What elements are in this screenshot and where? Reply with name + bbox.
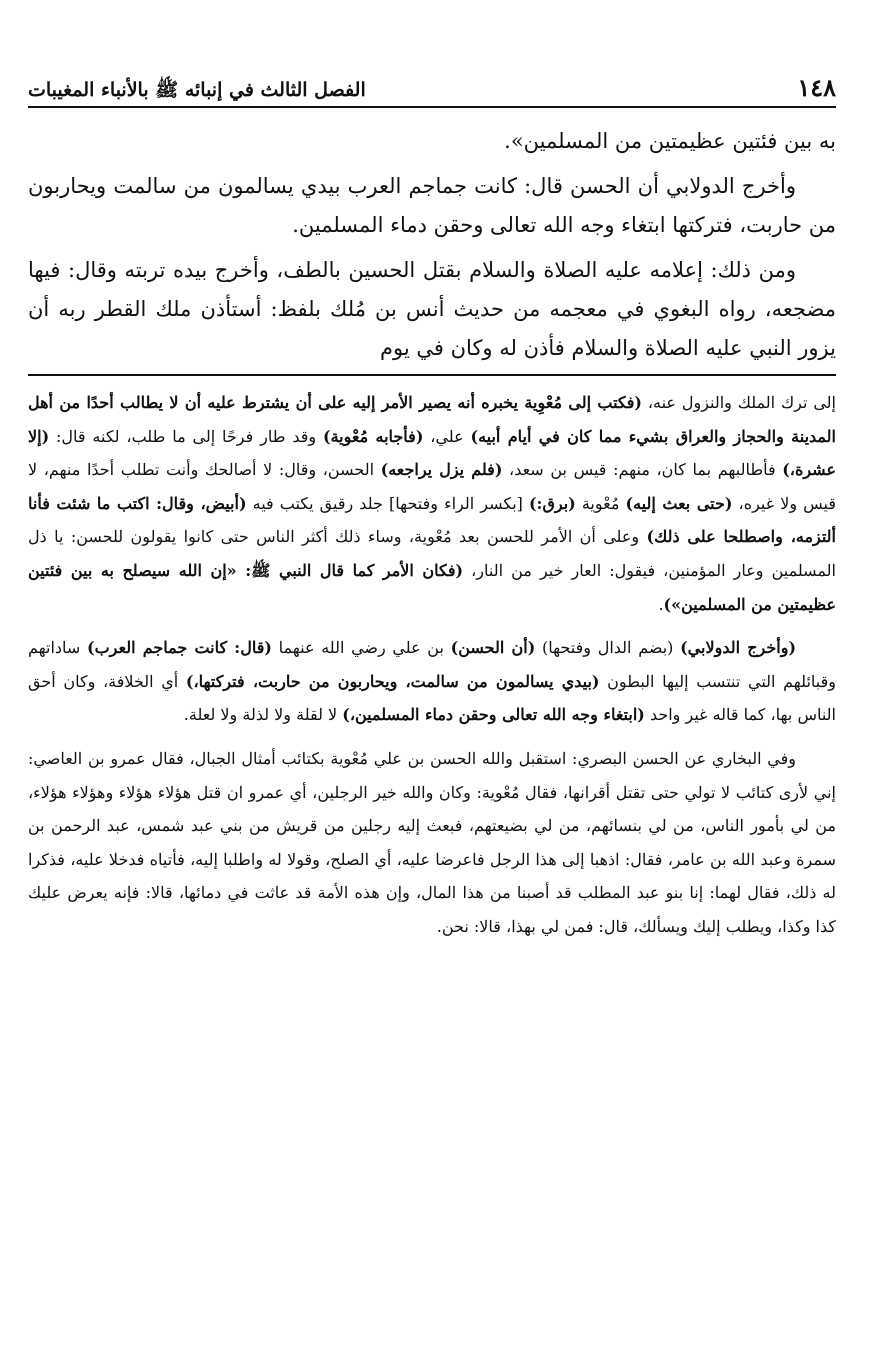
quoted-text: (فكان الأمر كما قال النبي ﷺ: «إن الله سيصلح به بين فئتين عظيمتين من المسلمين»): [28, 560, 836, 614]
commentary-text-run: وقد طار فرحًا إلى ما طلب، لكنه قال:: [49, 426, 323, 446]
commentary-text-run: علي،: [423, 426, 471, 446]
commentary-text-run: .: [658, 594, 664, 614]
matn-paragraph: به بين فئتين عظيمتين من المسلمين».: [504, 129, 836, 153]
commentary-text-run: أي الخلافة، وكان أحق الناس بها، كما قاله غير واحد: [28, 671, 836, 725]
commentary-paragraph: وفي البخاري عن الحسن البصري: استقبل والله الحسن بن علي مُعْوية بكتائب أمثال الجبال، فقال عمرو بن العاصي: إني لأرى كتائب لا تولي حتى تقتل أقرانها، فقال مُعْوية: وكان والله خير الرجلين، أي عمرو ان قتل هؤلاء هؤلاء وهؤلاء هؤلاء، من لي بأمور الناس، من لي بنسائهم، من لي بضيعتهم، فبعث إليه رجلين من قريش من بني عبد شمس، عبد الرحمن بن سمرة وعبد الله بن عامر، فقال: اذهبا إلى هذا الرجل فاعرضا عليه، أي الصلح، وقولا له واطلبا إليه، فأتياه فدخلا عليه، فذكرا له ذلك، فقال لهما: إنا بنو عبد المطلب قد أصبنا من هذا المال، وإن هذه الأمة قد عاثت في دمائها، قالا: فإنه يعرض عليك كذا وكذا، ويطلب إليك ويسألك، قال: فمن لي بهذا، قالا: نحن.: [28, 748, 837, 936]
quoted-text: (فكتب إلى مُعْوِية يخبره أنه يصير الأمر إليه على أن يشترط عليه أن لا يطالب أحدًا من أهل المدينة والحجاز والعراق بشيء مما كان في أيام أبيه): [28, 393, 836, 446]
quoted-text: (حتى بعث إليه): [625, 493, 733, 513]
commentary-text-run: لا لقلة ولا لذلة ولا لعلة.: [183, 705, 343, 725]
quoted-text: (قال: كانت جماجم العرب): [87, 638, 272, 658]
quoted-text: (فلم يزل يراجعه): [380, 460, 503, 480]
commentary-text: [28, 386, 836, 944]
commentary-text-run: الحسن، وقال: لا أصالحك وأنت تطلب أحدًا منهم، لا قيس ولا غيره،: [28, 460, 836, 513]
commentary-text-run: بن علي رضي الله عنهما: [271, 638, 451, 658]
matn-paragraph: ومن ذلك: إعلامه عليه الصلاة والسلام بقتل الحسين بالطف، وأخرج بيده تربته وقال: فيها مضجعه، رواه البغوي في معجمه من حديث أنس بن مُلك بلفظ: أستأذن ملك القطر ربه أن يزور النبي عليه الصلاة والسلام فأذن له وكان في يوم: [28, 258, 836, 360]
quoted-text: (وأخرج الدولابي): [680, 638, 797, 658]
quoted-text: (أن الحسن): [450, 638, 536, 658]
quoted-text: (برق:): [528, 493, 576, 513]
commentary-text-run: إلى ترك الملك والنزول عنه،: [641, 393, 836, 412]
quoted-text: (بيدي يسالمون من سالمت، ويحاربون من حاربت، فتركتها،): [185, 671, 600, 691]
page-header: [28, 56, 836, 108]
quoted-text: (أبيض، وقال: اكتب ما شئت فأنا ألتزمه، واصطلحا على ذلك): [28, 493, 837, 547]
quoted-text: (ابتغاء وجه الله تعالى وحقن دماء المسلمين،): [342, 705, 645, 725]
commentary-paragraph: [28, 386, 836, 621]
book-page: [28, 56, 836, 954]
quoted-text: (فأجابه مُعْوية): [323, 426, 424, 446]
commentary-text-run: [بكسر الراء وفتحها] جلد رقيق يكتب فيه: [246, 493, 529, 513]
commentary-text-run: مُعْوية: [575, 493, 626, 513]
page-number: ١٤٨: [797, 73, 836, 102]
main-text: [28, 122, 836, 368]
chapter-title: الفصل الثالث في إنبائه ﷺ بالأنباء المغيبات: [28, 79, 366, 101]
commentary-text-run: (بضم الدال وفتحها): [535, 638, 681, 658]
commentary-text-run: وعلى أن الأمر للحسن بعد مُعْوية، وساء ذلك أكثر الناس حتى كانوا يقولون للحسن: يا ذل المسلمين وعار المؤمنين، فيقول: العار خير من النار،: [28, 527, 836, 580]
section-divider: [28, 374, 836, 376]
commentary-text-run: فأطالبهم بما كان، منهم: قيس بن سعد،: [502, 460, 783, 480]
commentary-text-run: ساداتهم وقبائلهم التي تنتسب إليها البطون: [28, 638, 837, 691]
commentary-paragraph: [28, 631, 836, 732]
quoted-text: (إلا عشرة،): [28, 426, 836, 480]
matn-paragraph: وأخرج الدولابي أن الحسن قال: كانت جماجم العرب بيدي يسالمون من سالمت ويحاربون من حاربت، فتركتها ابتغاء وجه الله تعالى وحقن دماء المسلمين.: [28, 174, 836, 237]
